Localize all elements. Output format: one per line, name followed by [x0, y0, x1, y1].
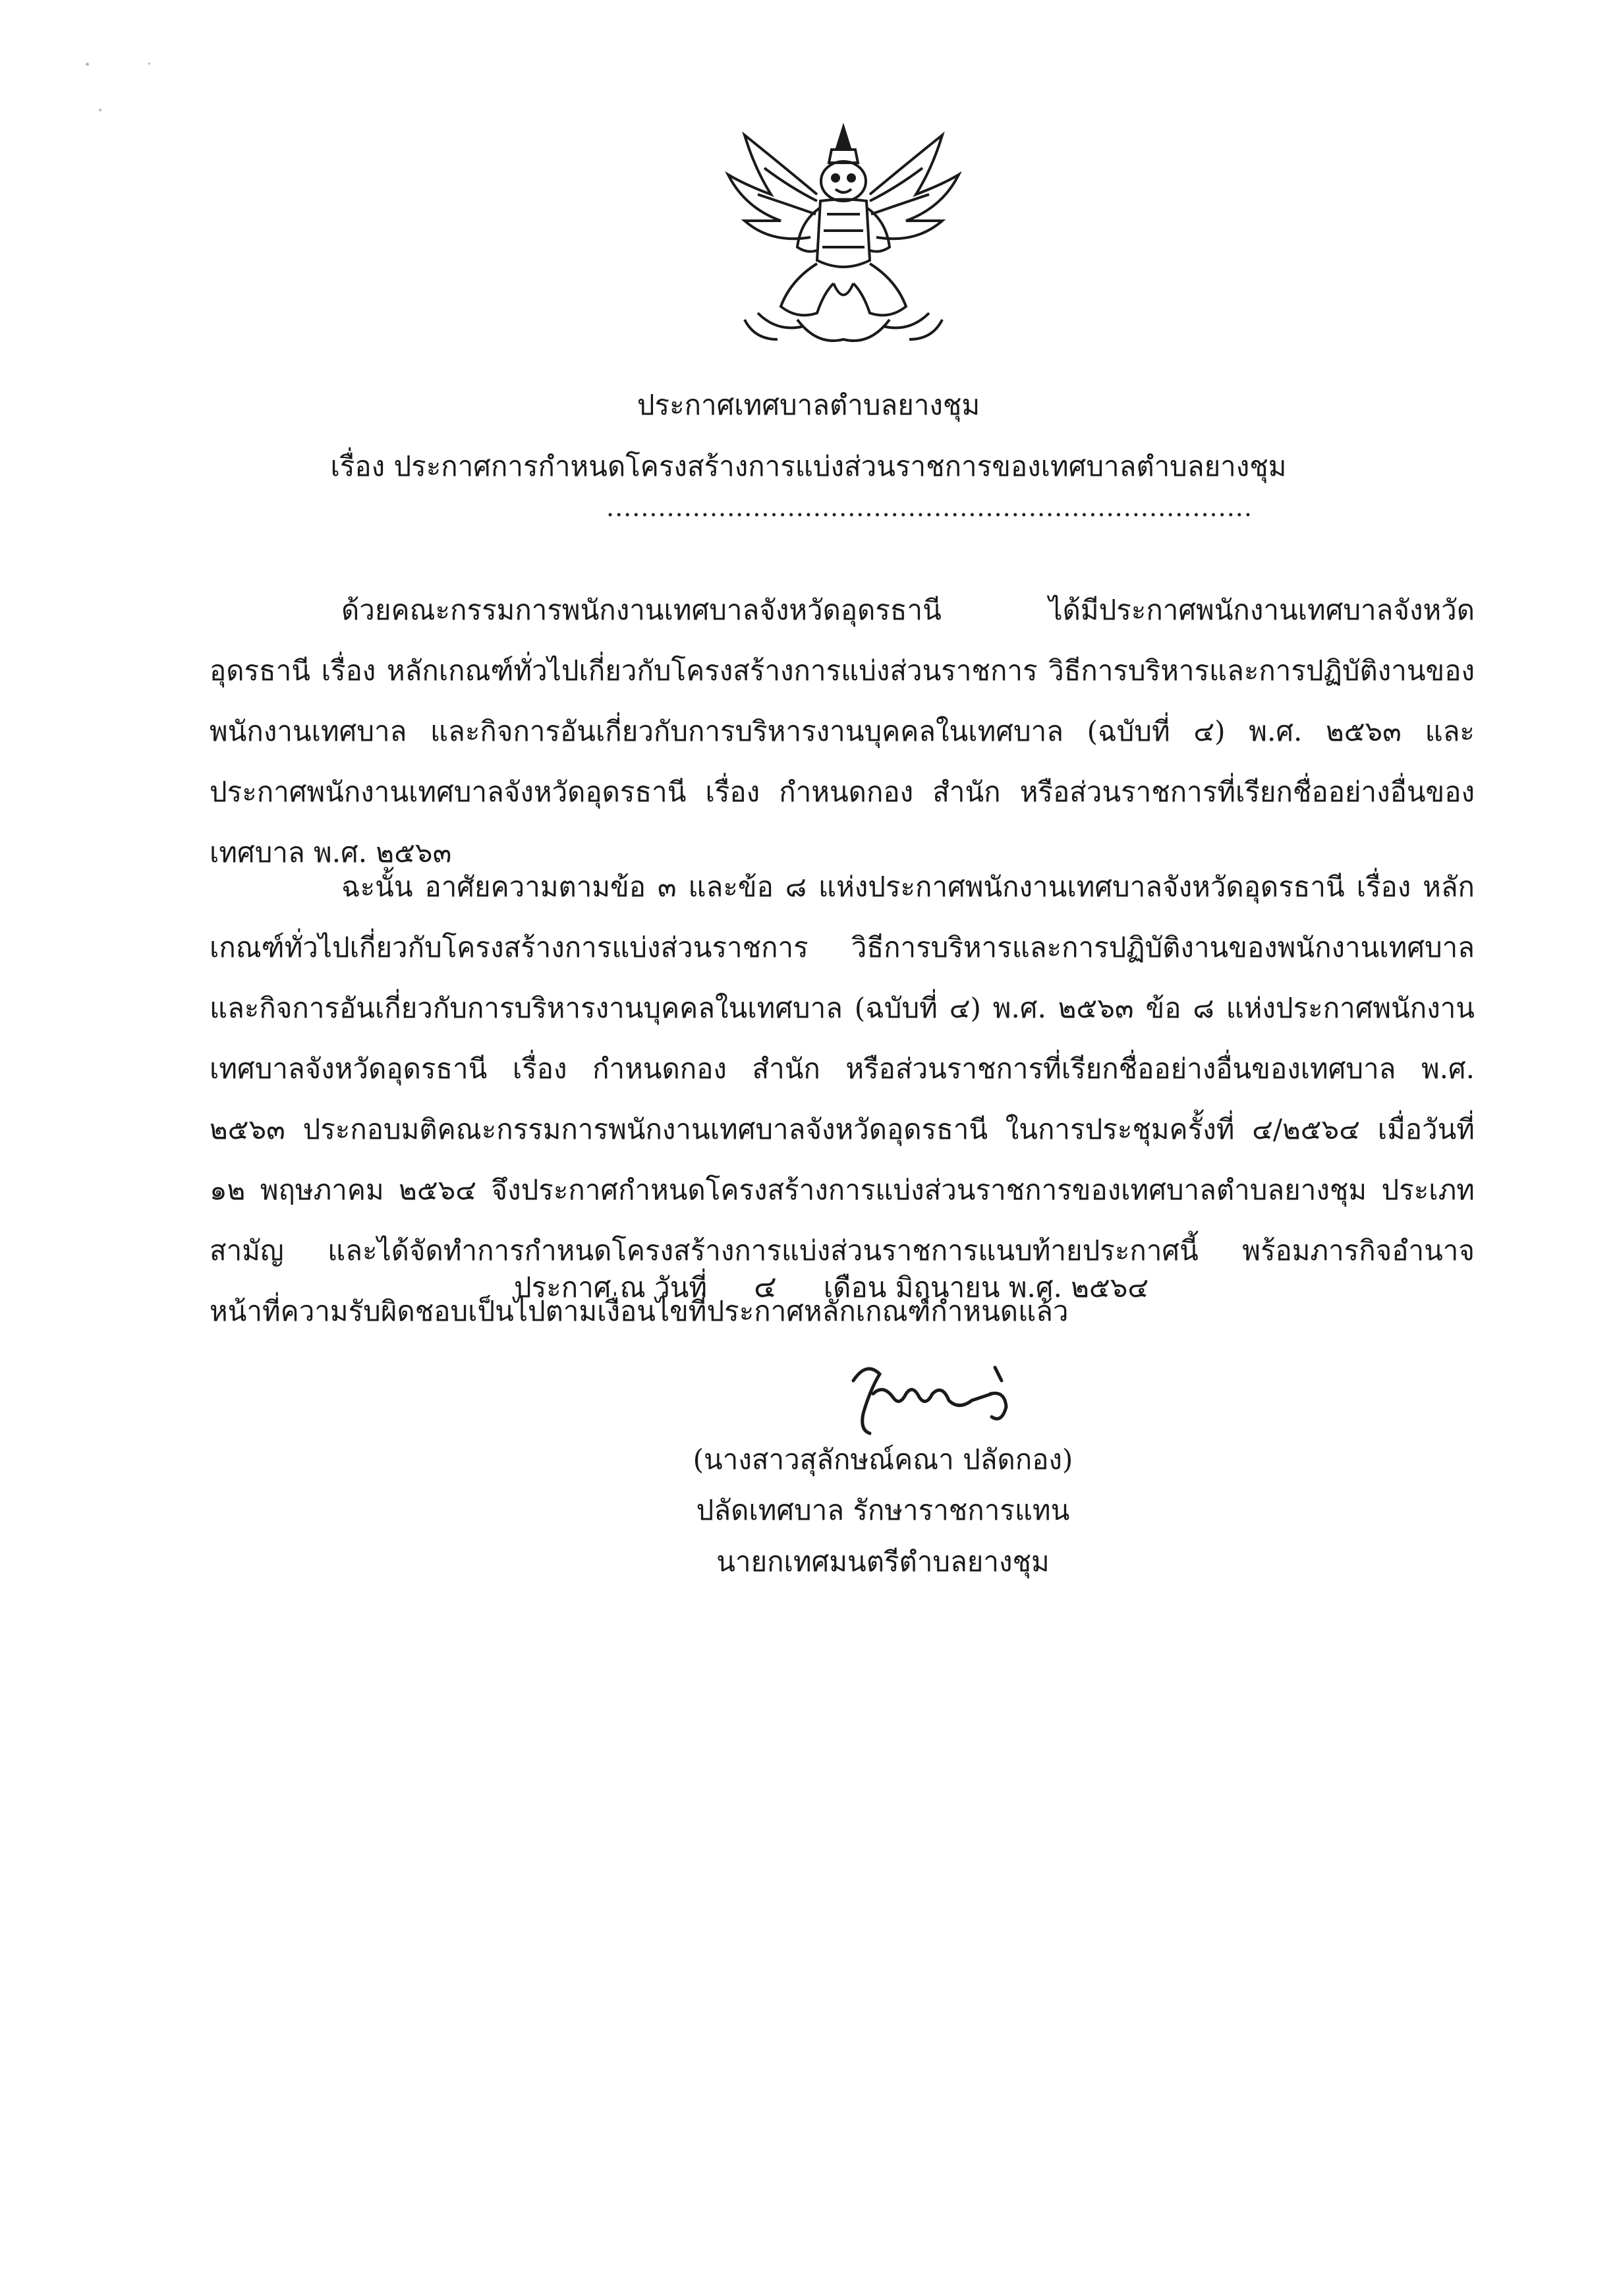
paragraph-1 [210, 580, 1475, 883]
scan-speck [99, 109, 101, 111]
title-separator: ........................................................................... [606, 493, 1253, 522]
scan-speck [148, 63, 150, 65]
announcement-subject: เรื่อง ประกาศการกำหนดโครงสร้างการแบ่งส่วนราชการของเทศบาลตำบลยางชุม [330, 450, 1287, 482]
garuda-emblem-icon [718, 122, 969, 356]
signer-name: (นางสาวสุลักษณ์คณา ปลัดกอง) [693, 1443, 1073, 1476]
signer-title-2: นายกเทศมนตรีตำบลยางชุม [716, 1545, 1050, 1578]
handwritten-signature [834, 1354, 1031, 1440]
paragraph-1-text: ด้วยคณะกรรมการพนักงานเทศบาลจังหวัดอุดรธานี ได้มีประกาศพนักงานเทศบาลจังหวัดอุดรธานี เรื่อง หลักเกณฑ์ทั่วไปเกี่ยวกับโครงสร้างการแบ่งส่วนราชการ วิธีการบริหารและการปฏิบัติงานของพนักงานเทศบาล และกิจการอันเกี่ยวกับการบริหารงานบุคคลในเทศบาล (ฉบับที่ ๔) พ.ศ. ๒๕๖๓ และประกาศพนักงานเทศบาลจังหวัดอุดรธานี เรื่อง กำหนดกอง สำนัก หรือส่วนราชการที่เรียกชื่ออย่างอื่นของเทศบาล พ.ศ. ๒๕๖๓ [210, 594, 1475, 869]
announcement-date [514, 1267, 1149, 1307]
announcement-title: ประกาศเทศบาลตำบลยางชุม [637, 389, 980, 421]
date-day: ๔ [754, 1269, 777, 1304]
date-prefix: ประกาศ ณ วันที่ [514, 1271, 708, 1304]
date-month-year: เดือน มิถุนายน พ.ศ. ๒๕๖๔ [823, 1271, 1149, 1304]
scan-speck [86, 63, 89, 66]
signer-title-1: ปลัดเทศบาล รักษาราชการแทน [696, 1494, 1070, 1526]
paragraph-2-text: ฉะนั้น อาศัยความตามข้อ ๓ และข้อ ๘ แห่งประกาศพนักงานเทศบาลจังหวัดอุดรธานี เรื่อง หลักเกณฑ์ทั่วไปเกี่ยวกับโครงสร้างการแบ่งส่วนราชการ วิธีการบริหารและการปฏิบัติงานของพนักงานเทศบาลและกิจการอันเกี่ยวกับการบริหารงานบุคคลในเทศบาล (ฉบับที่ ๔) พ.ศ. ๒๕๖๓ ข้อ ๘ แห่งประกาศพนักงานเทศบาลจังหวัดอุดรธานี เรื่อง กำหนดกอง สำนัก หรือส่วนราชการที่เรียกชื่ออย่างอื่นของเทศบาล พ.ศ. ๒๕๖๓ ประกอบมติคณะกรรมการพนักงานเทศบาลจังหวัดอุดรธานี ในการประชุมครั้งที่ ๔/๒๕๖๔ เมื่อวันที่ ๑๒ พฤษภาคม ๒๕๖๔ จึงประกาศกำหนดโครงสร้างการแบ่งส่วนราชการของเทศบาลตำบลยางชุม ประเภทสามัญ และได้จัดทำการกำหนดโครงสร้างการแบ่งส่วนราชการแนบท้ายประกาศนี้ พร้อมภารกิจอำนาจหน้าที่ความรับผิดชอบเป็นไปตามเงื่อนไขที่ประกาศหลักเกณฑ์กำหนดแล้ว [210, 871, 1475, 1327]
